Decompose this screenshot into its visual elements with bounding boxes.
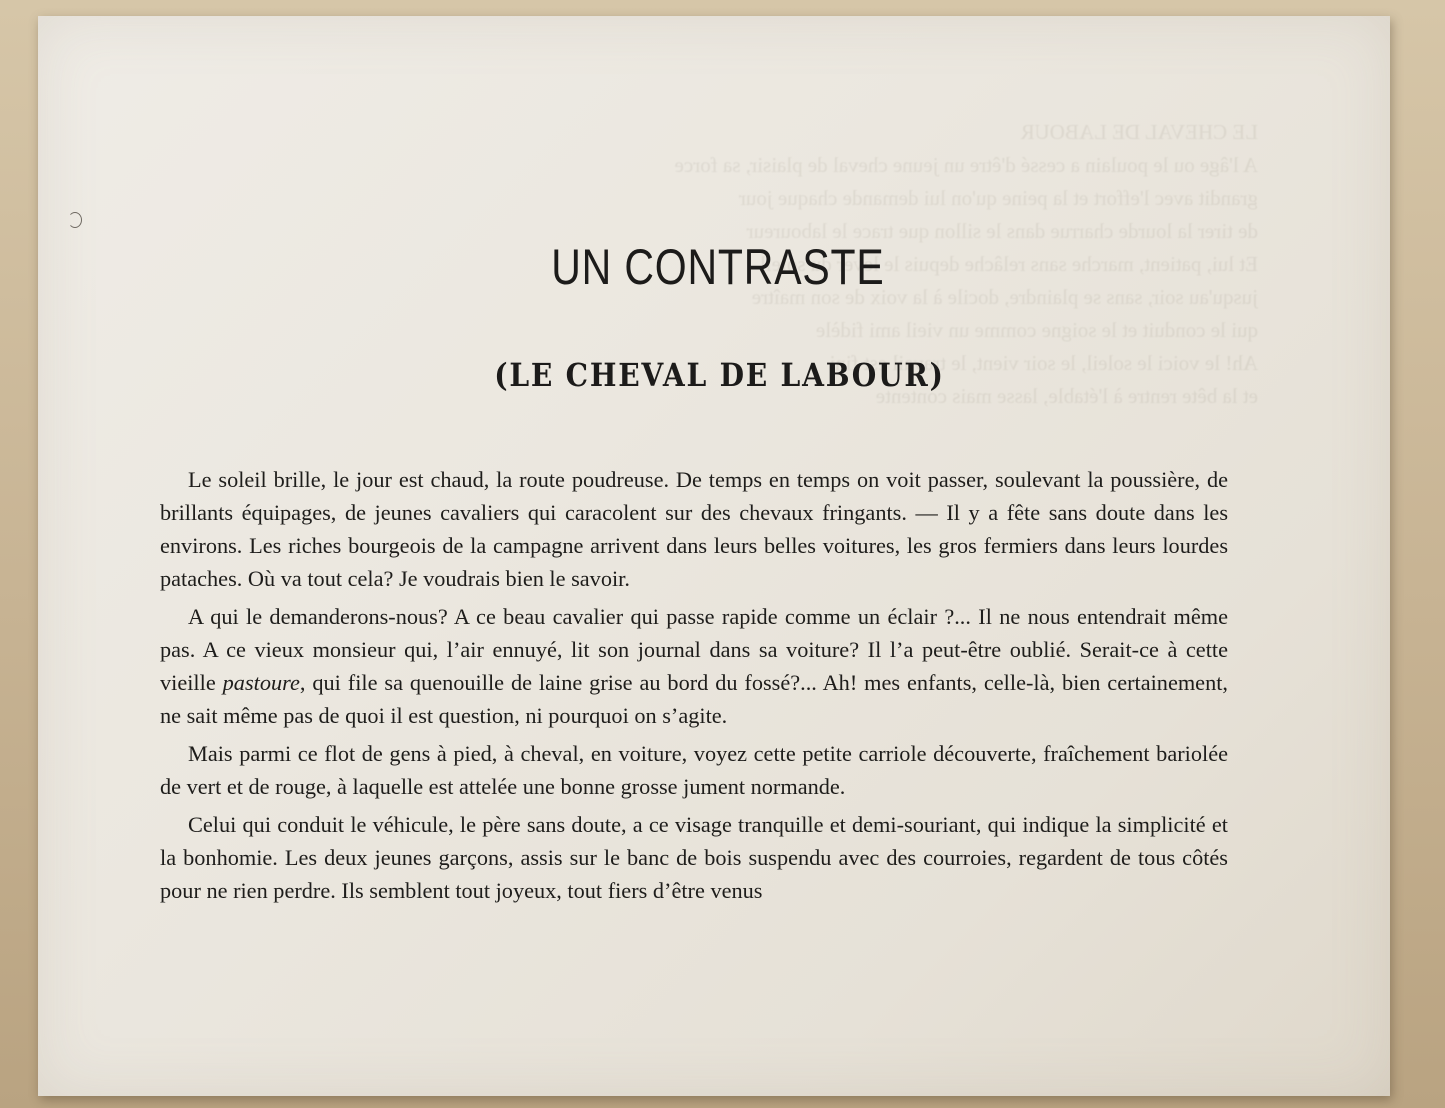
paragraph [160,600,1228,732]
body-text [160,463,1228,912]
paragraph [160,737,1228,803]
show-through-text: LE CHEVAL DE LABOUR A l'âge ou le poulain a cessé d'être un jeune cheval de plaisir, sa force grandit avec l'effort et la peine qu'on lui demande chaque jour de tirer la lourde charrue dans le sillon que trace le laboureur Et lui, patient, marche sans relâche depuis le lever du soleil jusqu'au soir, sans se plaindre, docile à la voix de son maître qui le conduit et le soigne comme un vieil ami fidèle Ah! le voici le soleil, le soir vient, le travail est fini et la bête rentre à l'étable, lasse mais contente [674,120,1258,408]
page-subtitle: (LE CHEVAL DE LABOUR) [494,356,945,394]
italic-word: pastoure [222,670,300,695]
page-title: UN CONTRASTE [551,239,885,295]
text-run: Celui qui conduit le véhicule, le père sans doute, a ce visage tranquille et demi-souriant, qui indique la simplicité et la bonhomie. Les deux jeunes garçons, assis sur le banc de bois suspendu avec des courroies, regardent de tous côtés pour ne rien perdre. Ils semblent tout joyeux, tout fiers d’être venus [160,812,1228,903]
text-run: Le soleil brille, le jour est chaud, la route poudreuse. De temps en temps on voit passer, soulevant la poussière, de brillants équipages, de jeunes cavaliers qui caracolent sur des chevaux fringants. — Il y a fête sans doute dans les environs. Les riches bourgeois de la campagne arrivent dans leurs belles voitures, les gros fermiers dans leurs lourdes pataches. Où va tout cela? Je voudrais bien le savoir. [160,467,1228,591]
text-run: , qui file sa quenouille de laine grise au bord du fossé?... Ah! mes enfants, celle-là, bien certainement, ne sait même pas de quoi il est question, ni pourquoi on s’agite. [160,670,1228,728]
punch-hole-mark [68,212,82,228]
text-run: A qui le demanderons-nous? A ce beau cavalier qui passe rapide comme un éclair ?... Il ne nous entendrait même pas. A ce vieux monsieur qui, l’air ennuyé, lit son journal dans sa voiture? Il l’a peut-être oublié. Serait-ce à cette vieille [160,604,1228,695]
paragraph [160,463,1228,595]
paragraph [160,808,1228,907]
text-run: Mais parmi ce flot de gens à pied, à cheval, en voiture, voyez cette petite carriole découverte, fraîchement bariolée de vert et de rouge, à laquelle est attelée une bonne grosse jument normande. [160,741,1228,799]
